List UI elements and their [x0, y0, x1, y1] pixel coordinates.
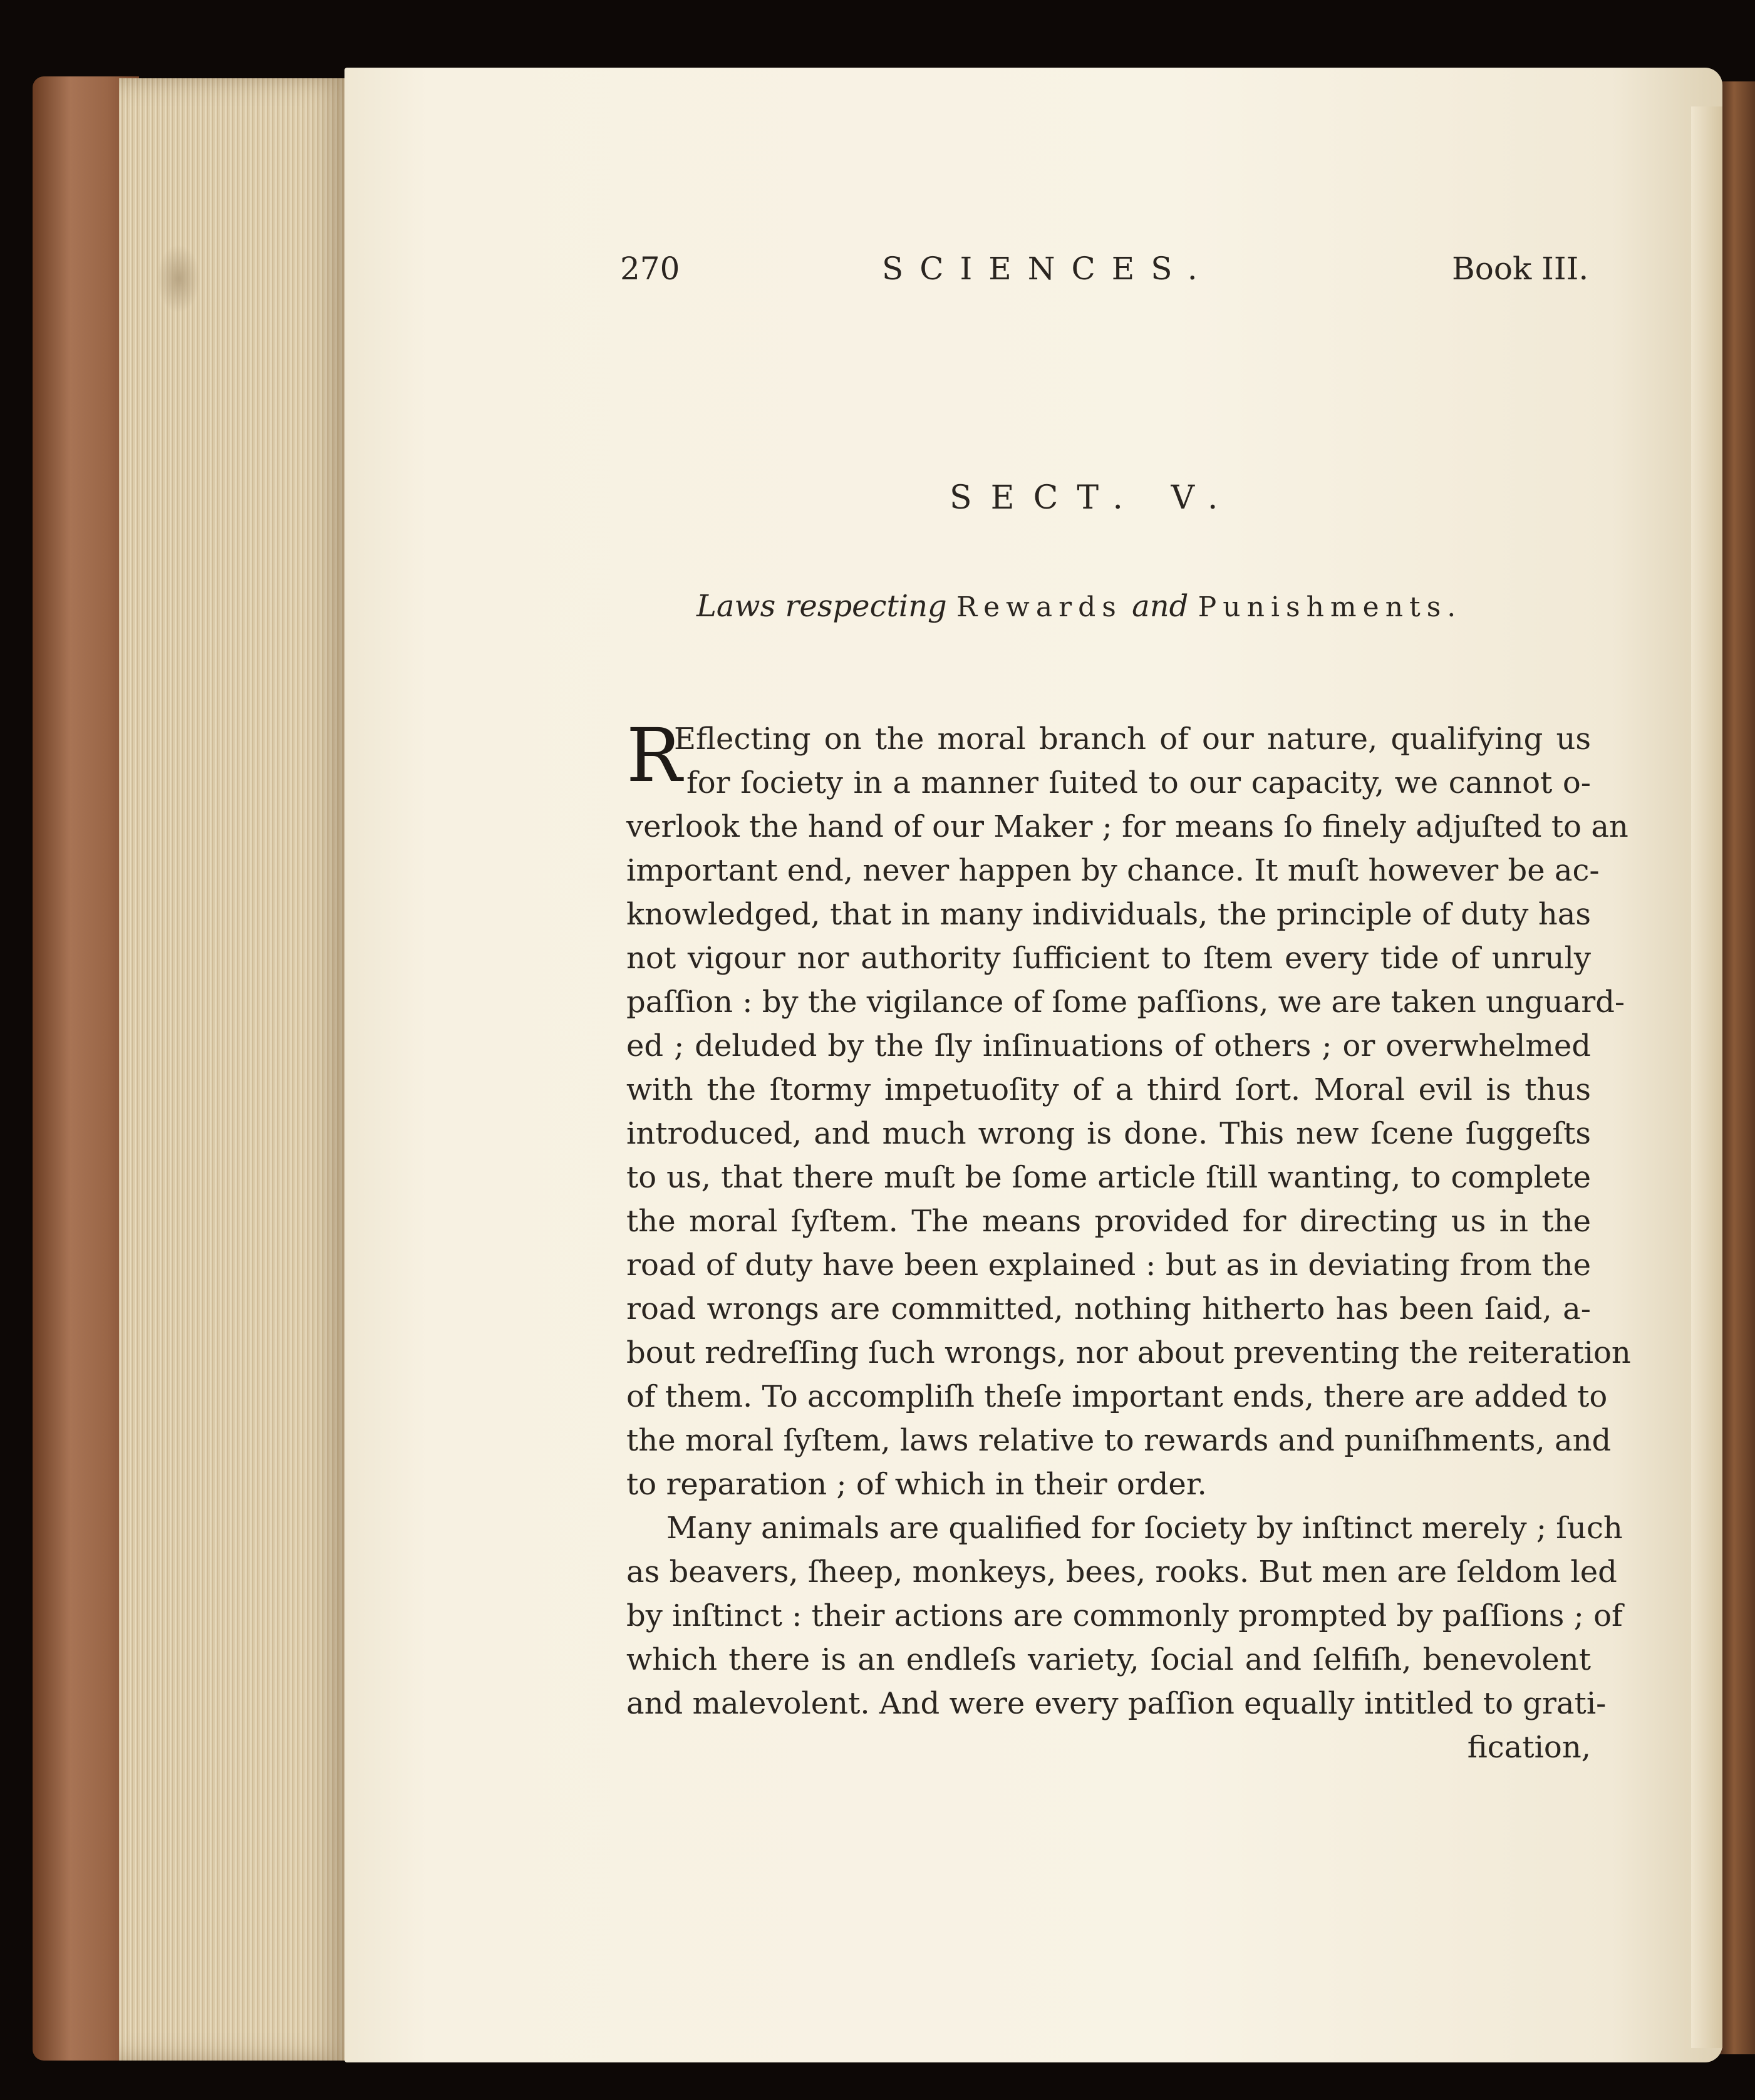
text-line: Eflecting on the moral branch of our nature, qualifying us [674, 722, 1591, 757]
subtitle-part: Punishments. [1198, 591, 1462, 623]
text-line: to reparation ; of which in their order. [626, 1467, 1207, 1502]
body-text [626, 712, 1631, 1769]
text-line: verlook the hand of our Maker ; for means ſo finely adjuſted to an [626, 809, 1628, 844]
text-line: to us, that there muſt be ſome article ſtill wanting, to complete [626, 1160, 1591, 1195]
drop-cap: R [626, 712, 682, 799]
text-line: introduced, and much wrong is done. This new ſcene ſuggeſts [626, 1116, 1591, 1151]
subtitle-part: Laws respecting [696, 589, 947, 624]
text-line: paſſion : by the vigilance of ſome paſſions, we are taken unguard- [626, 985, 1625, 1020]
text-line: for ſociety in a manner ſuited to our capacity, we cannot o- [686, 765, 1591, 800]
text-line: bout redreſſing ſuch wrongs, nor about preventing the reiteration [626, 1335, 1631, 1370]
subtitle-part: Rewards [956, 591, 1122, 623]
section-title: SECT. V. [950, 479, 1237, 517]
book-cover-right [1720, 81, 1755, 2054]
text-line: of them. To accompliſh theſe important ends, there are added to [626, 1379, 1608, 1414]
section-subtitle [696, 589, 1462, 624]
text-line: Many animals are qualified for ſociety by inſtinct merely ; ſuch [666, 1511, 1623, 1546]
text-line: by inſtinct : their actions are commonly prompted by paſſions ; of [626, 1598, 1623, 1633]
catchword: fication, [1467, 1730, 1591, 1765]
text-line: the moral ſyſtem. The means provided for directing us in the [626, 1204, 1591, 1239]
text-line: ed ; deluded by the ſly inſinuations of others ; or overwhelmed [626, 1028, 1591, 1063]
text-line: and malevolent. And were every paſſion equally intitled to grati- [626, 1686, 1607, 1721]
text-line: important end, never happen by chance. It muſt however be ac- [626, 853, 1600, 888]
text-line: knowledged, that in many individuals, the principle of duty has [626, 897, 1591, 932]
page-number: 270 [620, 251, 680, 287]
text-line: road of duty have been explained : but as in deviating from the [626, 1248, 1591, 1283]
text-line: the moral ſyſtem, laws relative to rewards and puniſhments, and [626, 1423, 1612, 1458]
page-edge-stain [157, 244, 200, 313]
book-label: Book III. [1452, 251, 1589, 287]
text-line: as beavers, ſheep, monkeys, bees, rooks. But men are ſeldom led [626, 1554, 1617, 1590]
text-line: road wrongs are committed, nothing hitherto has been ſaid, a- [626, 1291, 1591, 1327]
running-title: SCIENCES. [882, 251, 1214, 287]
page-edges [119, 78, 351, 2061]
facing-page-edge [1691, 106, 1722, 2048]
text-line: with the ſtormy impetuoſity of a third ſort. Moral evil is thus [626, 1072, 1591, 1107]
text-line: which there is an endleſs variety, ſocial and ſelfiſh, benevolent [626, 1642, 1591, 1677]
text-line: not vigour nor authority ſufficient to ſtem every tide of unruly [626, 941, 1591, 976]
subtitle-part: and [1132, 589, 1189, 624]
